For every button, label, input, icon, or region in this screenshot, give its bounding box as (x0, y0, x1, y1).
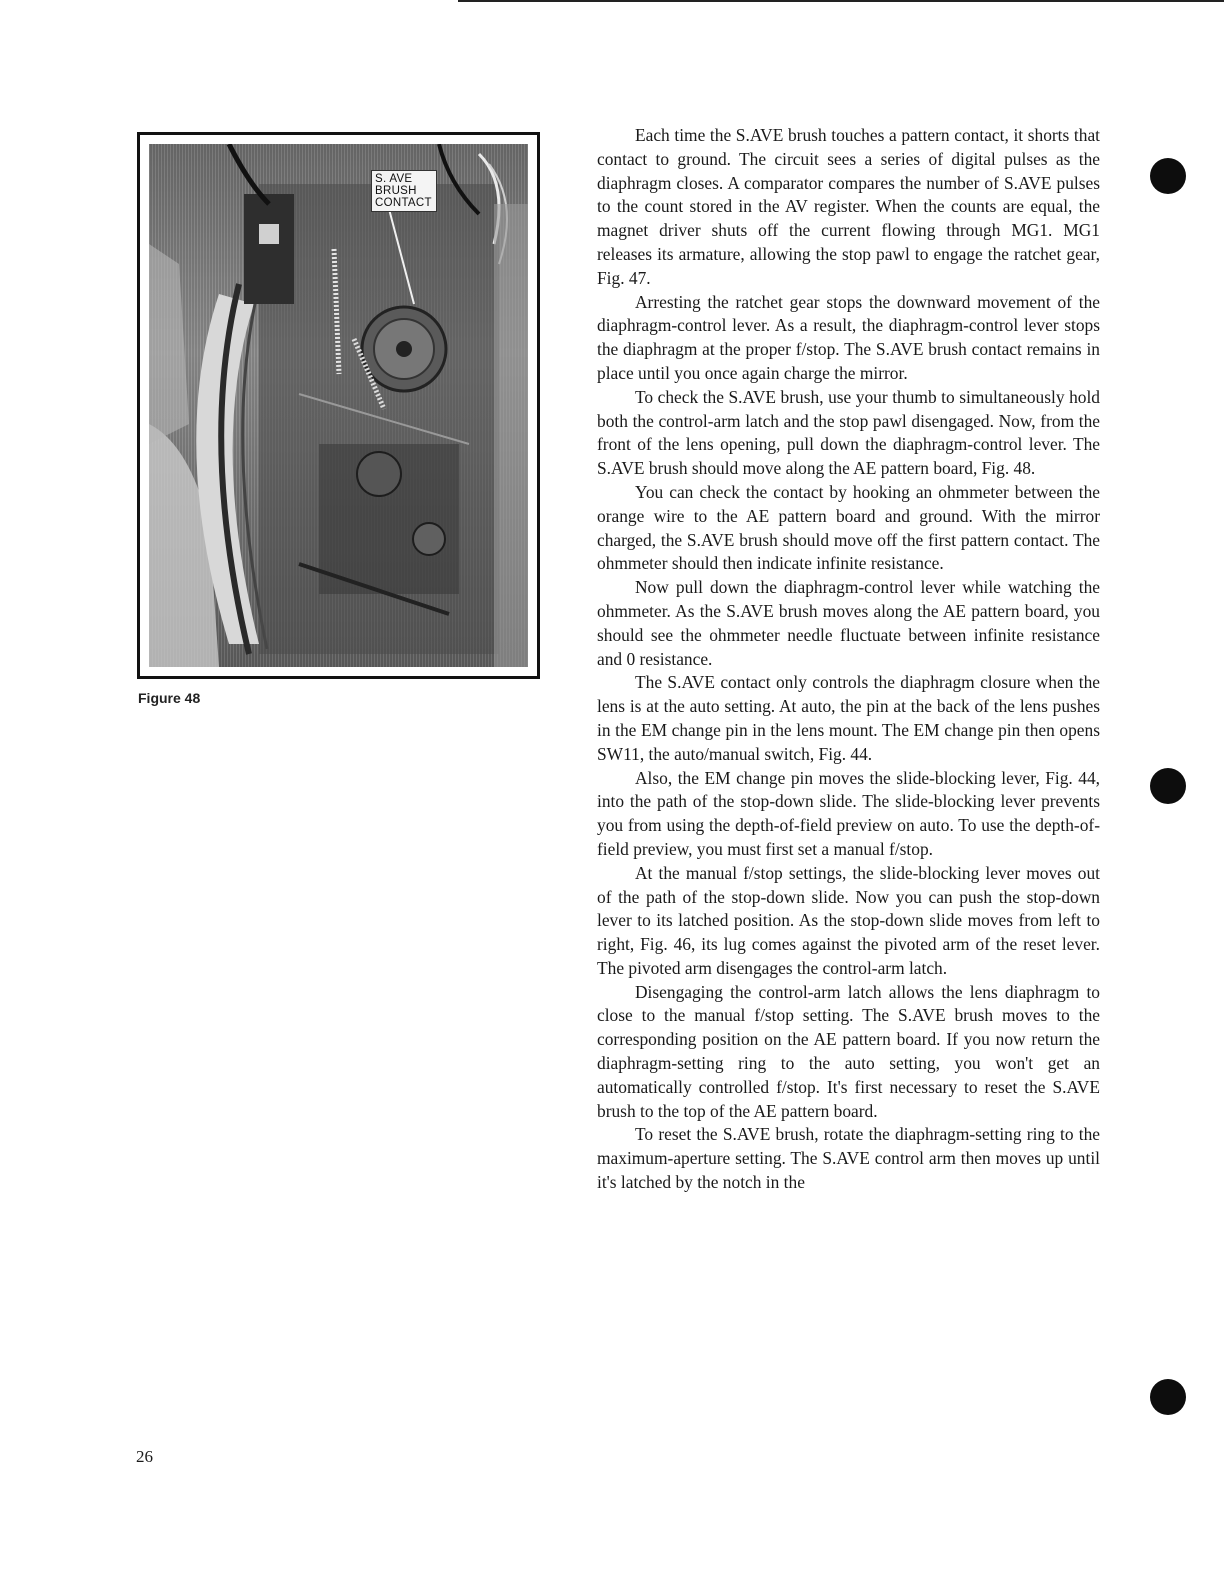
figure-caption: Figure 48 (138, 690, 201, 706)
punch-hole-middle (1150, 768, 1186, 804)
paragraph: Each time the S.AVE brush touches a pattern contact, it shorts that contact to ground. The circuit sees a series of digital pulses as the diaphragm closes. A comparator compares the number of S.AVE pulses to the count stored in the AV register. When the counts are equal, the magnet driver shuts off the current flowing through MG1. MG1 releases its armature, allowing the stop pawl to engage the ratchet gear, Fig. 47. (597, 125, 1100, 288)
callout-label (371, 170, 437, 212)
paragraph: You can check the contact by hooking an ohmmeter between the orange wire to the AE pattern board and ground. With the mirror charged, the S.AVE brush should move off the first pattern contact. The ohmmeter should then indicate infinite resistance. (597, 481, 1100, 574)
callout-line-2: BRUSH (375, 185, 417, 197)
figure-48-frame (137, 132, 540, 679)
body-text (597, 124, 1100, 1195)
punch-hole-bottom (1150, 1379, 1186, 1415)
paragraph: Disengaging the control-arm latch allows the lens diaphragm to close to the manual f/stop setting. The S.AVE brush moves to the corresponding position on the AE pattern board. If you now return the diaphragm-setting ring to the auto setting, you won't get an automatically controlled f/stop. It's first necessary to reset the S.AVE brush to the top of the AE pattern board. (597, 981, 1100, 1121)
paragraph: The S.AVE contact only controls the diaphragm closure when the lens is at the auto setting. At auto, the pin at the back of the lens pushes in the EM change pin in the lens mount. The EM change pin then opens SW11, the auto/manual switch, Fig. 44. (597, 672, 1100, 764)
top-rule (458, 0, 1224, 2)
page-number: 26 (136, 1447, 153, 1466)
paragraph: To reset the S.AVE brush, rotate the diaphragm-setting ring to the maximum-aperture setting. The S.AVE control arm then moves up until it's latched by the notch in the (597, 1124, 1100, 1193)
paragraph: Now pull down the diaphragm-control lever while watching the ohmmeter. As the S.AVE brush moves along the AE pattern board, you should see the ohmmeter needle fluctuate between infinite resistance and 0 resistance. (597, 577, 1100, 669)
paragraph: Also, the EM change pin moves the slide-blocking lever, Fig. 44, into the path of the stop-down slide. The slide-blocking lever prevents you from using the depth-of-field preview on auto. To use the depth-of-field preview, you must first set a manual f/stop. (597, 767, 1100, 859)
punch-hole-top (1150, 158, 1186, 194)
camera-mechanism-illustration (149, 144, 528, 667)
callout-line-1: S. AVE (375, 173, 413, 185)
paragraph: To check the S.AVE brush, use your thumb to simultaneously hold both the control-arm latch and the stop pawl disengaged. Now, from the front of the lens opening, pull down the diaphragm-control lever. The S.AVE brush should move along the AE pattern board, Fig. 48. (597, 386, 1100, 479)
camera-mechanism-photo (149, 144, 528, 667)
paragraph: At the manual f/stop settings, the slide-blocking lever moves out of the path of the stop-down slide. Now you can push the stop-down lever to its latched position. As the stop-down slide moves from left to right, Fig. 46, its lug comes against the pivoted arm of the reset lever. The pivoted arm disengages the control-arm latch. (597, 862, 1100, 978)
callout-line-3: CONTACT (375, 197, 432, 209)
paragraph: Arresting the ratchet gear stops the downward movement of the diaphragm-control lever. As a result, the diaphragm-control lever stops the diaphragm at the proper f/stop. The S.AVE brush contact remains in place until you once again charge the mirror. (597, 291, 1100, 383)
